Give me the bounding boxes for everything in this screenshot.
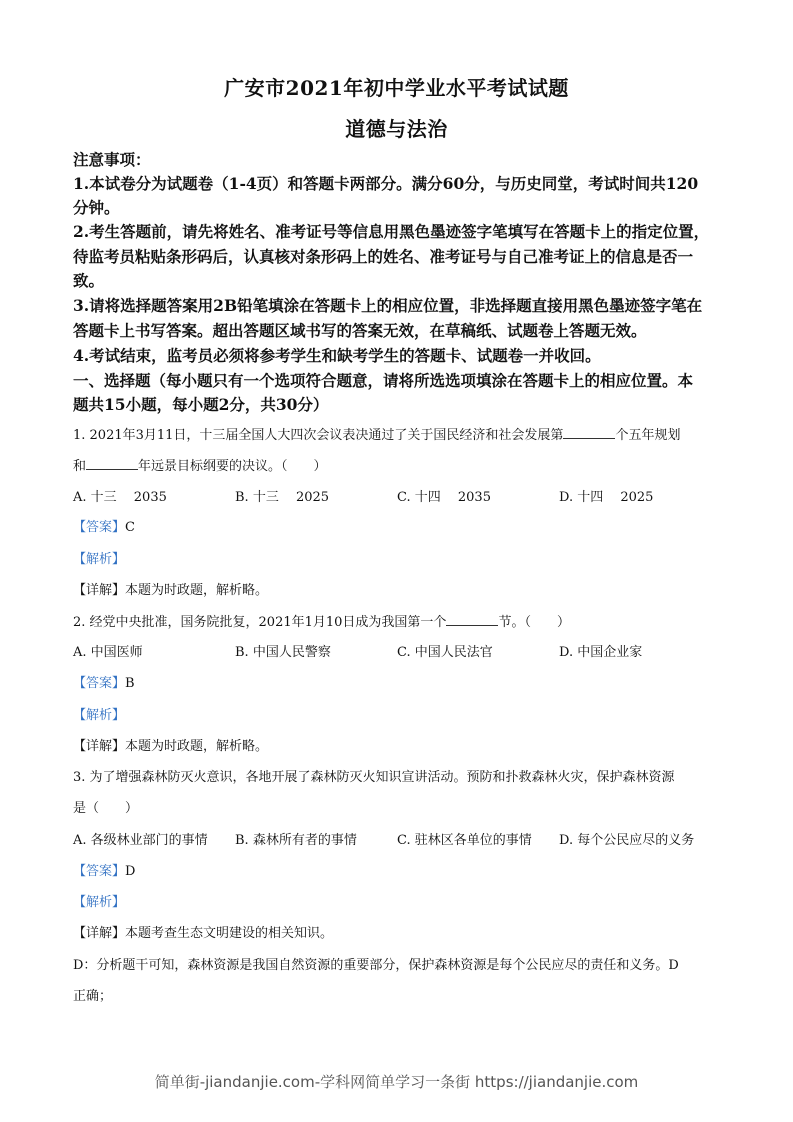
q2-analysis [73,704,723,723]
answer-tag: 【答案】 [73,676,126,691]
q1-text: 1. 2021年3月11日，十三届全国人大四次会议表决通过了关于国民经济和社会发展第 [73,428,564,443]
analysis-tag: 【解析】 [73,708,126,723]
notice-line: 2.考生答题前，请先将姓名、准考证号等信息用黑色墨迹签字笔填写在答题卡上的指定位置， [73,222,710,241]
q3-analysis [73,891,723,910]
q2-option-b: B. 中国人民警察 [235,645,331,660]
q1-option-c: C. 十四 2035 [397,490,491,505]
answer-tag: 【答案】 [73,864,126,879]
answer-blank [86,458,138,470]
answer-blank [563,427,615,439]
q1-option-b: B. 十三 2025 [235,490,330,505]
q2-text: 节。（ ） [498,615,570,630]
q1-text: 个五年规划 [615,428,681,443]
analysis-tag: 【解析】 [73,895,126,910]
notice-heading: 注意事项： [73,150,151,169]
q3-answer [73,860,723,879]
detail-tag: 【详解】 [73,739,126,754]
answer-value: C [125,520,135,535]
q3-detail [73,922,723,941]
q2-option-c: C. 中国人民法官 [397,645,493,660]
question-1-stem-cont [73,455,723,474]
q3-option-c: C. 驻林区各单位的事情 [397,833,532,848]
q3-explanation-cont: 正确； [73,989,113,1004]
answer-blank [446,614,498,626]
question-1-stem [73,424,723,443]
notice-line: 致。 [73,271,105,290]
q1-option-d: D. 十四 2025 [559,490,654,505]
page-title: 广安市2021年初中学业水平考试试题 [224,76,569,100]
q2-text: 2. 经党中央批准，国务院批复，2021年1月10日成为我国第一个 [73,615,447,630]
page-subtitle: 道德与法治 [345,117,448,141]
answer-value: B [125,676,135,691]
q1-detail [73,579,723,598]
q1-answer [73,516,723,535]
answer-value: D [125,864,136,879]
q1-analysis [73,548,723,567]
answer-tag: 【答案】 [73,520,126,535]
notice-line: 分钟。 [73,198,120,217]
detail-text: 本题为时政题，解析略。 [125,583,269,598]
q3-explanation: D：分析题干可知，森林资源是我国自然资源的重要部分，保护森林资源是每个公民应尽的责任和义务。D [73,958,679,973]
question-3-stem-cont: 是（ ） [73,801,139,816]
section-heading-cont: 题共15小题，每小题2分，共30分） [73,395,329,414]
notice-line: 1.本试卷分为试题卷（1-4页）和答题卡两部分。满分60分，与历史同堂，考试时间共120 [73,174,699,193]
detail-tag: 【详解】 [73,926,126,941]
notice-line: 待监考员粘贴条形码后，认真核对条形码上的姓名、准考证号与自己准考证上的信息是否一 [73,247,694,266]
detail-tag: 【详解】 [73,583,126,598]
detail-text: 本题考查生态文明建设的相关知识。 [125,926,334,941]
q3-option-a: A. 各级林业部门的事情 [73,833,208,848]
section-heading: 一、选择题（每小题只有一个选项符合题意，请将所选选项填涂在答题卡上的相应位置。本 [73,371,694,390]
q3-option-b: B. 森林所有者的事情 [235,833,357,848]
question-3-stem: 3. 为了增强森林防灭火意识，各地开展了森林防灭火知识宣讲活动。预防和扑救森林火灾，保护森林资源 [73,770,675,785]
question-2-stem [73,611,723,630]
q1-option-a: A. 十三 2035 [73,490,167,505]
notice-line: 4.考试结束，监考员必须将参考学生和缺考学生的答题卡、试题卷一并收回。 [73,346,601,365]
q3-option-d: D. 每个公民应尽的义务 [559,833,695,848]
q2-answer [73,672,723,691]
q2-detail [73,735,723,754]
q2-option-d: D. 中国企业家 [559,645,643,660]
q1-text: 年远景目标纲要的决议。（ ） [138,459,327,474]
notice-line: 3.请将选择题答案用2B铅笔填涂在答题卡上的相应位置，非选择题直接用黑色墨迹签字笔在 [73,296,703,315]
page-footer: 简单街-jiandanjie.com-学科网简单学习一条街 https://jiandanjie.com [154,1073,639,1091]
detail-text: 本题为时政题，解析略。 [125,739,269,754]
q2-option-a: A. 中国医师 [73,645,143,660]
q1-text: 和 [73,459,87,474]
notice-line: 答题卡上书写答案。超出答题区域书写的答案无效，在草稿纸、试题卷上答题无效。 [73,321,647,340]
analysis-tag: 【解析】 [73,552,126,567]
